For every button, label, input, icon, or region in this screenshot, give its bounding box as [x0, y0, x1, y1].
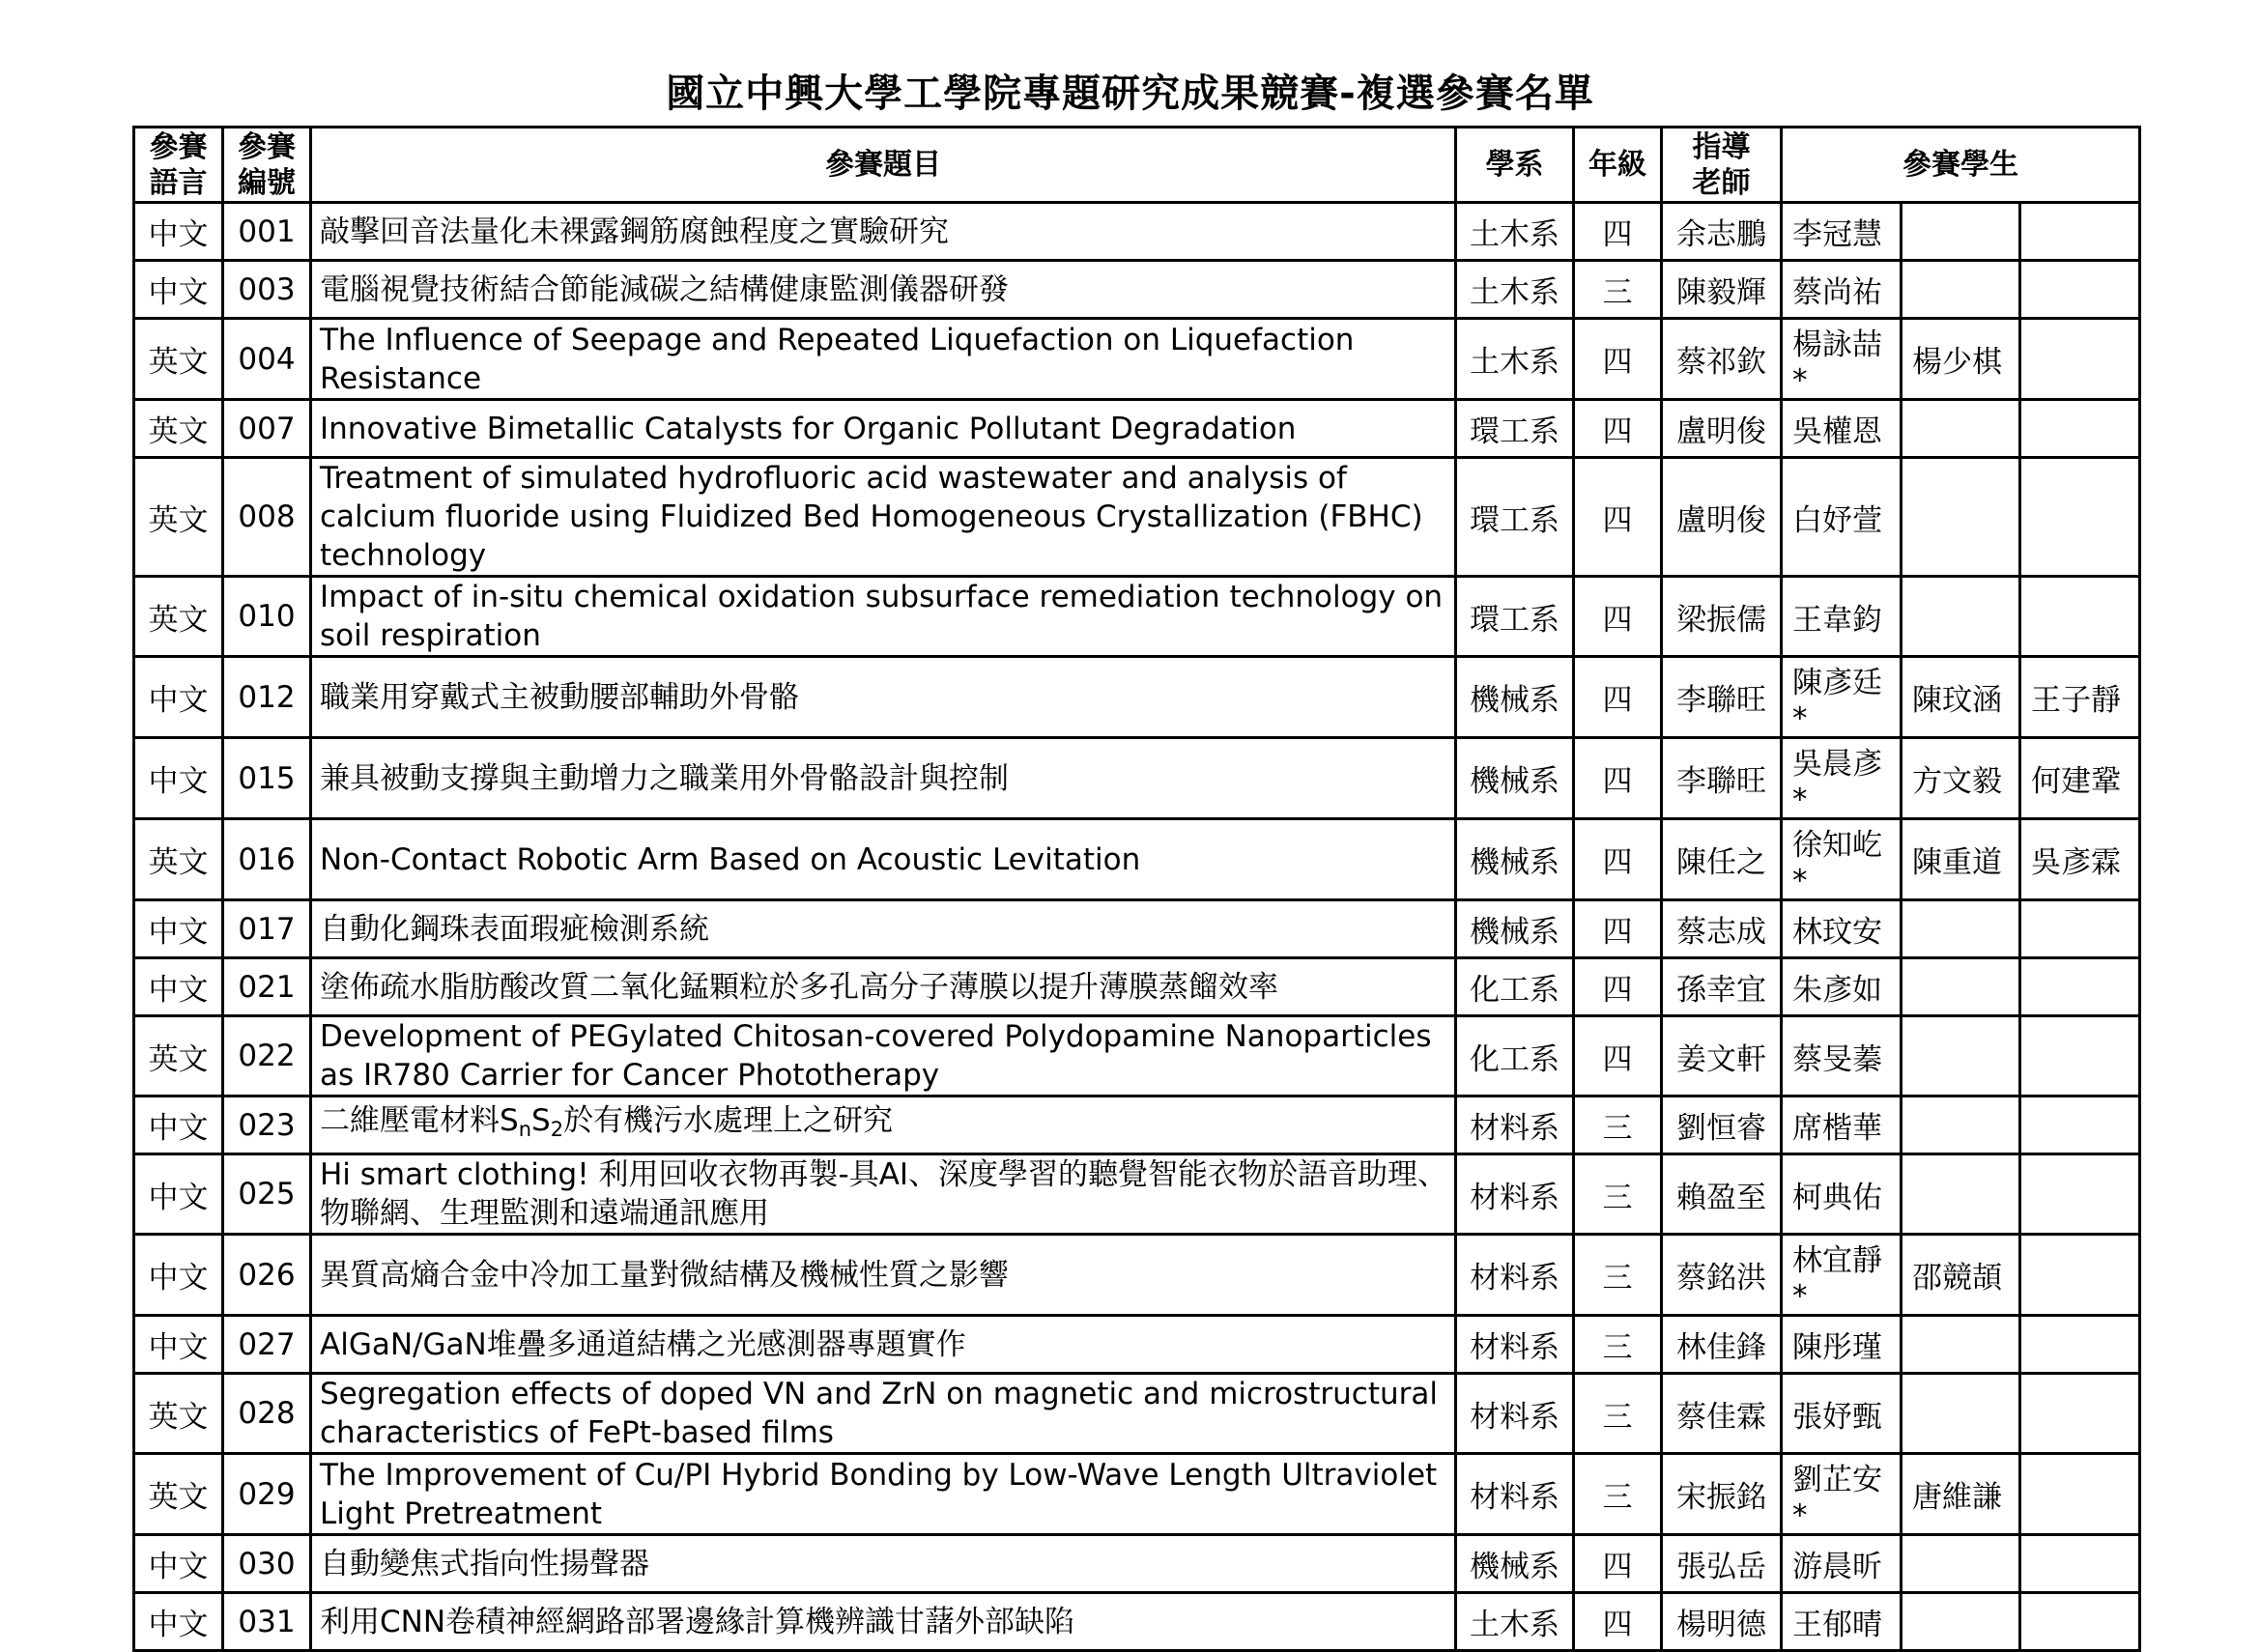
cell-department: 化工系 — [1456, 1016, 1574, 1097]
cell-student-2 — [1902, 1016, 2020, 1097]
cell-number: 027 — [223, 1316, 311, 1374]
cell-language: 英文 — [134, 319, 223, 400]
cell-topic: Impact of in-situ chemical oxidation subsurface remediation technology on soil respiration — [311, 577, 1456, 657]
cell-topic: AlGaN/GaN堆疊多通道結構之光感測器專題實作 — [311, 1316, 1456, 1374]
cell-student-2: 唐維謙 — [1902, 1454, 2020, 1535]
cell-department: 機械系 — [1456, 657, 1574, 738]
cell-advisor: 宋振銘 — [1662, 1454, 1782, 1535]
table-row — [134, 738, 2140, 819]
cell-advisor: 陳毅輝 — [1662, 261, 1782, 319]
cell-number: 028 — [223, 1374, 311, 1454]
cell-student-2 — [1902, 1316, 2020, 1374]
cell-department: 化工系 — [1456, 958, 1574, 1016]
cell-department: 材料系 — [1456, 1316, 1574, 1374]
cell-student-1: 林玟安 — [1782, 900, 1902, 958]
cell-language: 中文 — [134, 738, 223, 819]
participant-table-container — [132, 126, 2141, 1652]
cell-student-1: 張妤甄 — [1782, 1374, 1902, 1454]
cell-number: 031 — [223, 1593, 311, 1651]
cell-student-2 — [1902, 1593, 2020, 1651]
table-row — [134, 261, 2140, 319]
cell-department: 材料系 — [1456, 1097, 1574, 1154]
cell-language: 英文 — [134, 1016, 223, 1097]
cell-student-1: 吳晨彥* — [1782, 738, 1902, 819]
cell-language: 英文 — [134, 577, 223, 657]
cell-language: 英文 — [134, 458, 223, 577]
cell-student-3 — [2020, 458, 2140, 577]
cell-advisor: 李聯旺 — [1662, 657, 1782, 738]
header-department: 學系 — [1456, 128, 1574, 203]
cell-student-1: 柯典佑 — [1782, 1154, 1902, 1235]
table-row — [134, 819, 2140, 900]
cell-student-3 — [2020, 1593, 2140, 1651]
cell-topic: 塗佈疏水脂肪酸改質二氧化錳顆粒於多孔高分子薄膜以提升薄膜蒸餾效率 — [311, 958, 1456, 1016]
cell-grade: 三 — [1574, 1454, 1662, 1535]
cell-department: 材料系 — [1456, 1235, 1574, 1316]
cell-student-2 — [1902, 577, 2020, 657]
cell-student-3 — [2020, 319, 2140, 400]
cell-topic: 兼具被動支撐與主動增力之職業用外骨骼設計與控制 — [311, 738, 1456, 819]
cell-advisor: 蔡志成 — [1662, 900, 1782, 958]
cell-student-1: 林宜靜* — [1782, 1235, 1902, 1316]
cell-grade: 四 — [1574, 319, 1662, 400]
cell-student-2: 陳重道 — [1902, 819, 2020, 900]
cell-advisor: 姜文軒 — [1662, 1016, 1782, 1097]
cell-student-3 — [2020, 1235, 2140, 1316]
cell-advisor: 楊明德 — [1662, 1593, 1782, 1651]
header-number: 參賽 編號 — [223, 128, 311, 203]
cell-language: 中文 — [134, 1593, 223, 1651]
cell-language: 中文 — [134, 1097, 223, 1154]
cell-student-3 — [2020, 1374, 2140, 1454]
cell-student-1: 王韋鈞 — [1782, 577, 1902, 657]
cell-student-3 — [2020, 1454, 2140, 1535]
cell-department: 材料系 — [1456, 1454, 1574, 1535]
cell-number: 001 — [223, 203, 311, 261]
cell-student-3 — [2020, 900, 2140, 958]
cell-grade: 四 — [1574, 577, 1662, 657]
cell-advisor: 李聯旺 — [1662, 738, 1782, 819]
cell-grade: 三 — [1574, 1374, 1662, 1454]
cell-student-3 — [2020, 1154, 2140, 1235]
cell-grade: 四 — [1574, 1593, 1662, 1651]
cell-topic: 自動化鋼珠表面瑕疵檢測系統 — [311, 900, 1456, 958]
cell-grade: 四 — [1574, 458, 1662, 577]
cell-advisor: 梁振儒 — [1662, 577, 1782, 657]
cell-grade: 四 — [1574, 819, 1662, 900]
cell-student-2 — [1902, 1097, 2020, 1154]
cell-student-2: 楊少棋 — [1902, 319, 2020, 400]
table-row — [134, 203, 2140, 261]
cell-student-1: 游晨昕 — [1782, 1535, 1902, 1593]
cell-student-2 — [1902, 1374, 2020, 1454]
cell-student-1: 白妤萱 — [1782, 458, 1902, 577]
cell-topic: Development of PEGylated Chitosan-covered Polydopamine Nanoparticles as IR780 Carrier for Cancer Phototherapy — [311, 1016, 1456, 1097]
cell-student-1: 陳彤瑾 — [1782, 1316, 1902, 1374]
cell-department: 土木系 — [1456, 203, 1574, 261]
cell-student-1: 李冠慧 — [1782, 203, 1902, 261]
cell-department: 環工系 — [1456, 458, 1574, 577]
header-language: 參賽 語言 — [134, 128, 223, 203]
table-row — [134, 577, 2140, 657]
cell-student-3 — [2020, 1016, 2140, 1097]
cell-student-3: 何建鞏 — [2020, 738, 2140, 819]
cell-department: 機械系 — [1456, 900, 1574, 958]
cell-topic: 利用CNN卷積神經網路部署邊緣計算機辨識甘藷外部缺陷 — [311, 1593, 1456, 1651]
cell-grade: 四 — [1574, 203, 1662, 261]
cell-number: 023 — [223, 1097, 311, 1154]
cell-number: 007 — [223, 400, 311, 458]
cell-topic: Innovative Bimetallic Catalysts for Organic Pollutant Degradation — [311, 400, 1456, 458]
cell-student-3 — [2020, 1097, 2140, 1154]
cell-student-3 — [2020, 1316, 2140, 1374]
cell-student-2 — [1902, 458, 2020, 577]
cell-topic: 異質高熵合金中冷加工量對微結構及機械性質之影響 — [311, 1235, 1456, 1316]
cell-topic: 自動變焦式指向性揚聲器 — [311, 1535, 1456, 1593]
cell-student-1: 楊詠喆* — [1782, 319, 1902, 400]
cell-language: 中文 — [134, 900, 223, 958]
cell-grade: 四 — [1574, 657, 1662, 738]
cell-number: 004 — [223, 319, 311, 400]
cell-topic: Segregation effects of doped VN and ZrN on magnetic and microstructural characteristics of FePt-based films — [311, 1374, 1456, 1454]
cell-student-1: 朱彥如 — [1782, 958, 1902, 1016]
page-title: 國立中興大學工學院專題研究成果競賽-複選參賽名單 — [666, 71, 1594, 116]
cell-language: 中文 — [134, 958, 223, 1016]
cell-department: 機械系 — [1456, 1535, 1574, 1593]
cell-topic: The Improvement of Cu/PI Hybrid Bonding by Low-Wave Length Ultraviolet Light Pretreatment — [311, 1454, 1456, 1535]
table-row — [134, 958, 2140, 1016]
table-row — [134, 458, 2140, 577]
cell-topic — [311, 1097, 1456, 1154]
cell-student-3 — [2020, 958, 2140, 1016]
table-row — [134, 1016, 2140, 1097]
cell-language: 英文 — [134, 819, 223, 900]
table-row — [134, 1593, 2140, 1651]
cell-student-3 — [2020, 1535, 2140, 1593]
cell-grade: 三 — [1574, 1316, 1662, 1374]
cell-grade: 四 — [1574, 400, 1662, 458]
cell-language: 中文 — [134, 203, 223, 261]
topic-text: 二維壓電材料S — [320, 1103, 519, 1138]
cell-department: 材料系 — [1456, 1154, 1574, 1235]
table-row — [134, 319, 2140, 400]
cell-department: 土木系 — [1456, 319, 1574, 400]
cell-topic: 電腦視覺技術結合節能減碳之結構健康監測儀器研發 — [311, 261, 1456, 319]
cell-advisor: 林佳鋒 — [1662, 1316, 1782, 1374]
table-row — [134, 1316, 2140, 1374]
cell-student-1: 吳權恩 — [1782, 400, 1902, 458]
cell-advisor: 余志鵬 — [1662, 203, 1782, 261]
cell-language: 中文 — [134, 1535, 223, 1593]
cell-advisor: 盧明俊 — [1662, 458, 1782, 577]
cell-student-2 — [1902, 400, 2020, 458]
cell-language: 中文 — [134, 1235, 223, 1316]
cell-advisor: 孫幸宜 — [1662, 958, 1782, 1016]
topic-subscript: 2 — [550, 1118, 564, 1141]
cell-number: 016 — [223, 819, 311, 900]
table-row — [134, 1235, 2140, 1316]
topic-text: S — [531, 1103, 551, 1138]
table-body — [134, 203, 2140, 1651]
cell-advisor: 張弘岳 — [1662, 1535, 1782, 1593]
cell-student-3 — [2020, 203, 2140, 261]
cell-advisor: 盧明俊 — [1662, 400, 1782, 458]
cell-topic: The Influence of Seepage and Repeated Liquefaction on Liquefaction Resistance — [311, 319, 1456, 400]
table-row — [134, 1535, 2140, 1593]
cell-topic: 敲擊回音法量化未裸露鋼筋腐蝕程度之實驗研究 — [311, 203, 1456, 261]
cell-student-2: 邵競頡 — [1902, 1235, 2020, 1316]
cell-language: 英文 — [134, 400, 223, 458]
cell-number: 010 — [223, 577, 311, 657]
cell-student-1: 王郁晴 — [1782, 1593, 1902, 1651]
cell-department: 材料系 — [1456, 1374, 1574, 1454]
table-row — [134, 657, 2140, 738]
cell-department: 土木系 — [1456, 1593, 1574, 1651]
cell-student-3 — [2020, 577, 2140, 657]
cell-student-2 — [1902, 261, 2020, 319]
cell-student-2 — [1902, 900, 2020, 958]
participant-table — [132, 126, 2141, 1652]
cell-number: 025 — [223, 1154, 311, 1235]
cell-grade: 三 — [1574, 261, 1662, 319]
cell-student-3: 吳彥霖 — [2020, 819, 2140, 900]
header-topic: 參賽題目 — [311, 128, 1456, 203]
cell-student-2 — [1902, 1154, 2020, 1235]
cell-number: 029 — [223, 1454, 311, 1535]
table-row — [134, 900, 2140, 958]
table-row — [134, 1154, 2140, 1235]
cell-advisor: 賴盈至 — [1662, 1154, 1782, 1235]
cell-student-2: 方文毅 — [1902, 738, 2020, 819]
cell-number: 030 — [223, 1535, 311, 1593]
header-advisor: 指導 老師 — [1662, 128, 1782, 203]
cell-language: 中文 — [134, 1316, 223, 1374]
cell-student-2 — [1902, 203, 2020, 261]
header-students: 參賽學生 — [1782, 128, 2140, 203]
cell-student-3 — [2020, 261, 2140, 319]
topic-text: 於有機污水處理上之研究 — [563, 1103, 894, 1138]
cell-number: 008 — [223, 458, 311, 577]
cell-grade: 三 — [1574, 1235, 1662, 1316]
cell-department: 機械系 — [1456, 819, 1574, 900]
cell-number: 017 — [223, 900, 311, 958]
cell-number: 021 — [223, 958, 311, 1016]
cell-topic: Hi smart clothing! 利用回收衣物再製-具AI、深度學習的聽覺智能衣物於語音助理、物聯網、生理監測和遠端通訊應用 — [311, 1154, 1456, 1235]
cell-grade: 三 — [1574, 1097, 1662, 1154]
cell-department: 環工系 — [1456, 400, 1574, 458]
cell-student-3: 王子靜 — [2020, 657, 2140, 738]
table-row — [134, 1454, 2140, 1535]
cell-language: 中文 — [134, 261, 223, 319]
cell-student-1: 蔡尚祐 — [1782, 261, 1902, 319]
cell-topic: Non-Contact Robotic Arm Based on Acoustic Levitation — [311, 819, 1456, 900]
cell-department: 機械系 — [1456, 738, 1574, 819]
cell-student-2: 陳玟涵 — [1902, 657, 2020, 738]
cell-grade: 四 — [1574, 900, 1662, 958]
cell-student-3 — [2020, 400, 2140, 458]
header-row — [134, 128, 2140, 203]
cell-advisor: 蔡佳霖 — [1662, 1374, 1782, 1454]
cell-topic: 職業用穿戴式主被動腰部輔助外骨骼 — [311, 657, 1456, 738]
cell-grade: 三 — [1574, 1154, 1662, 1235]
cell-language: 英文 — [134, 1454, 223, 1535]
cell-number: 003 — [223, 261, 311, 319]
table-row — [134, 1097, 2140, 1154]
cell-topic: Treatment of simulated hydrofluoric acid wastewater and analysis of calcium fluoride using Fluidized Bed Homogeneous Crystallization (FBHC) technology — [311, 458, 1456, 577]
cell-student-1: 席楷華 — [1782, 1097, 1902, 1154]
cell-student-1: 劉芷安* — [1782, 1454, 1902, 1535]
cell-student-2 — [1902, 958, 2020, 1016]
cell-advisor: 蔡祁欽 — [1662, 319, 1782, 400]
cell-student-1: 陳彥廷* — [1782, 657, 1902, 738]
cell-advisor: 陳任之 — [1662, 819, 1782, 900]
table-row — [134, 400, 2140, 458]
cell-grade: 四 — [1574, 1535, 1662, 1593]
cell-student-2 — [1902, 1535, 2020, 1593]
cell-grade: 四 — [1574, 1016, 1662, 1097]
topic-subscript: n — [518, 1118, 531, 1141]
cell-number: 015 — [223, 738, 311, 819]
cell-number: 022 — [223, 1016, 311, 1097]
cell-student-1: 蔡旻蓁 — [1782, 1016, 1902, 1097]
cell-department: 環工系 — [1456, 577, 1574, 657]
cell-grade: 四 — [1574, 738, 1662, 819]
cell-advisor: 劉恒睿 — [1662, 1097, 1782, 1154]
cell-grade: 四 — [1574, 958, 1662, 1016]
cell-language: 中文 — [134, 657, 223, 738]
cell-language: 中文 — [134, 1154, 223, 1235]
cell-advisor: 蔡銘洪 — [1662, 1235, 1782, 1316]
cell-department: 土木系 — [1456, 261, 1574, 319]
cell-language: 英文 — [134, 1374, 223, 1454]
cell-number: 026 — [223, 1235, 311, 1316]
cell-student-1: 徐知屹* — [1782, 819, 1902, 900]
table-row — [134, 1374, 2140, 1454]
cell-number: 012 — [223, 657, 311, 738]
header-grade: 年級 — [1574, 128, 1662, 203]
